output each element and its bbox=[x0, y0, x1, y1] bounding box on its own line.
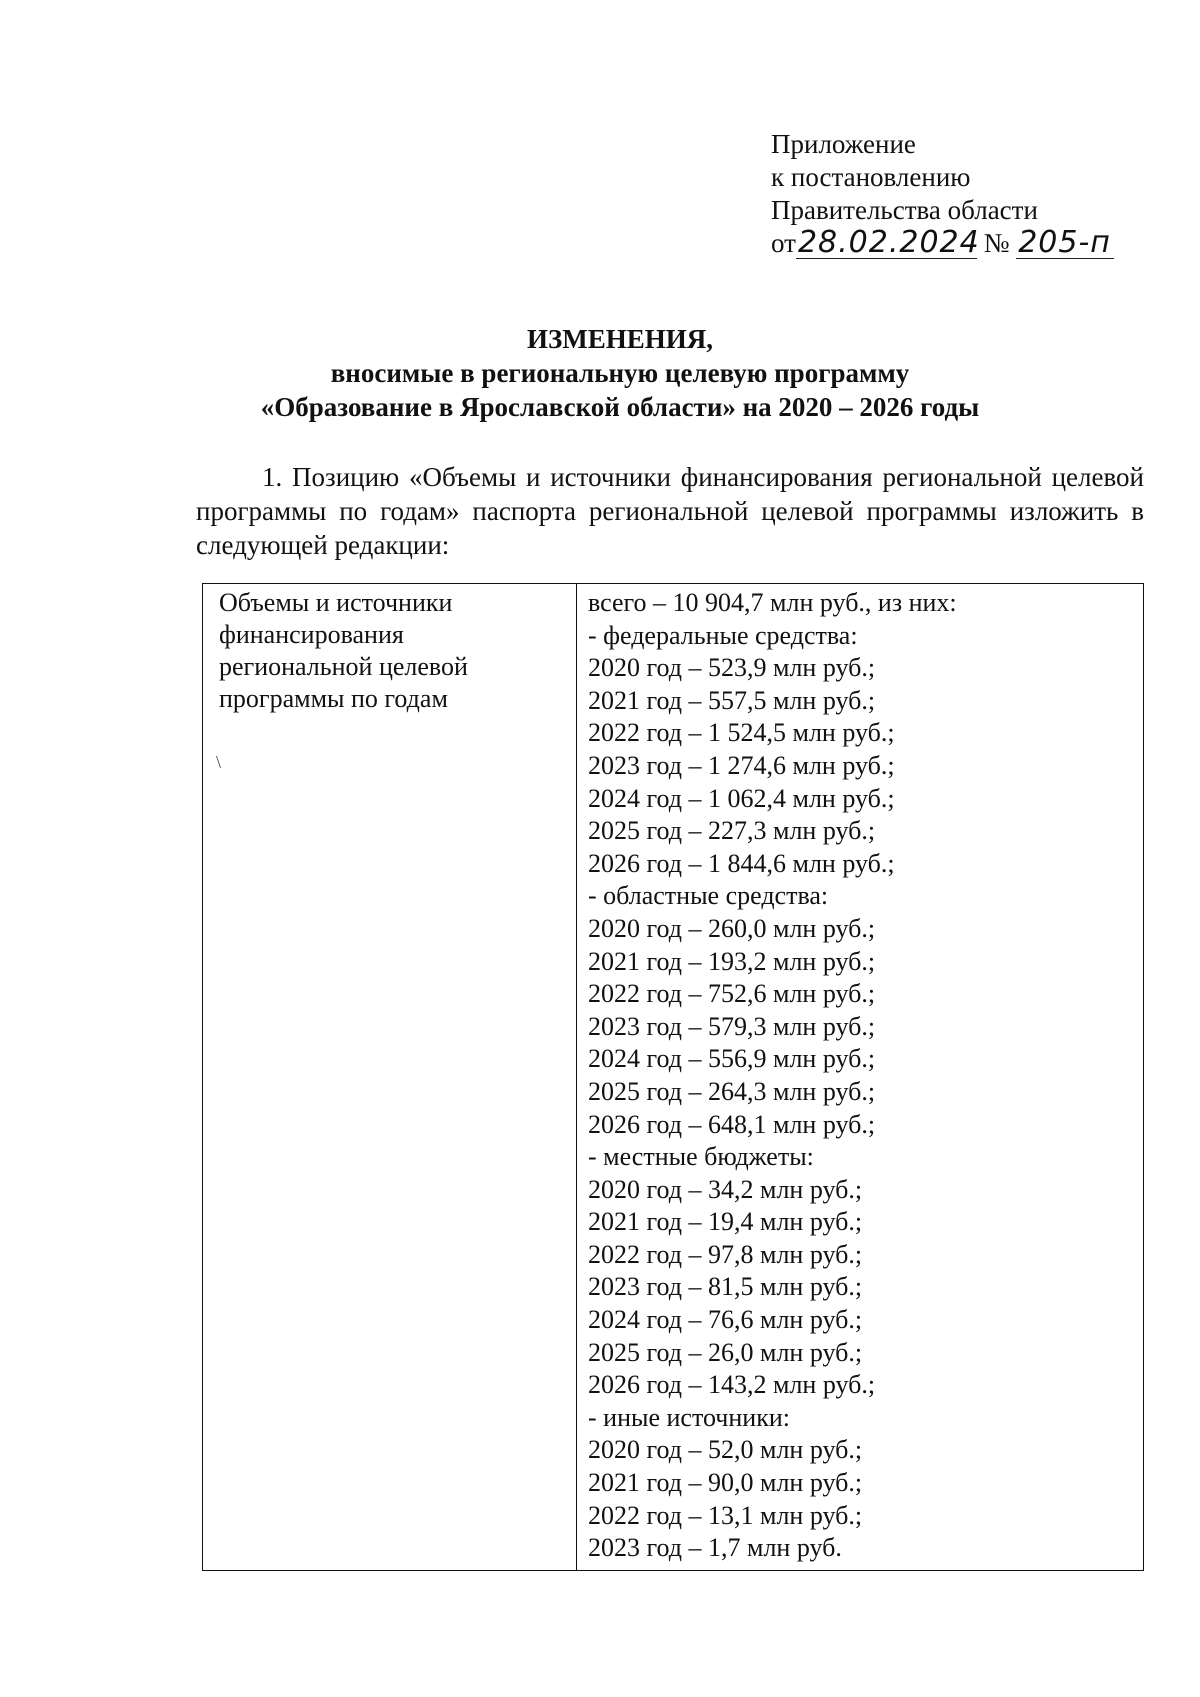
title-line-2: вносимые в региональную целевую программу bbox=[330, 358, 910, 388]
funding-line: - федеральные средства: bbox=[588, 620, 858, 650]
table-cell-label bbox=[219, 587, 559, 715]
approval-line-1: Приложение bbox=[771, 129, 916, 159]
stray-mark: \ bbox=[216, 752, 222, 772]
approval-line-2: к постановлению bbox=[771, 162, 971, 192]
approval-line-3: Правительства области bbox=[771, 195, 1038, 225]
funding-line: 2022 год – 752,6 млн руб.; bbox=[588, 979, 876, 1009]
approval-block bbox=[771, 128, 1114, 260]
funding-line: 2025 год – 227,3 млн руб.; bbox=[588, 816, 876, 846]
handwritten-number: 205-п bbox=[1016, 228, 1114, 259]
funding-line: 2022 год – 1 524,5 млн руб.; bbox=[588, 718, 895, 748]
funding-line: 2024 год – 556,9 млн руб.; bbox=[588, 1044, 876, 1074]
funding-table bbox=[202, 583, 1144, 1571]
funding-line: 2026 год – 1 844,6 млн руб.; bbox=[588, 848, 895, 878]
funding-line: 2023 год – 81,5 млн руб.; bbox=[588, 1272, 863, 1302]
document-title bbox=[120, 322, 1120, 424]
funding-line: 2026 год – 648,1 млн руб.; bbox=[588, 1109, 876, 1139]
label-line-3: региональной целевой bbox=[219, 652, 468, 681]
funding-line: - местные бюджеты: bbox=[588, 1142, 814, 1172]
funding-line: 2022 год – 13,1 млн руб.; bbox=[588, 1500, 863, 1530]
funding-line: 2025 год – 26,0 млн руб.; bbox=[588, 1337, 863, 1367]
label-line-2: финансирования bbox=[219, 620, 404, 649]
funding-line: 2021 год – 193,2 млн руб.; bbox=[588, 946, 876, 976]
funding-line: 2020 год – 260,0 млн руб.; bbox=[588, 913, 876, 943]
funding-line: - иные источники: bbox=[588, 1402, 790, 1432]
funding-line: 2021 год – 90,0 млн руб.; bbox=[588, 1468, 863, 1498]
date-prefix: от bbox=[771, 228, 796, 258]
title-line-3: «Образование в Ярославской области» на 2020 – 2026 годы bbox=[260, 392, 980, 422]
funding-line: 2024 год – 76,6 млн руб.; bbox=[588, 1305, 863, 1335]
funding-line: 2020 год – 34,2 млн руб.; bbox=[588, 1174, 863, 1204]
number-prefix: № bbox=[983, 228, 1010, 258]
funding-line: 2020 год – 523,9 млн руб.; bbox=[588, 653, 876, 683]
body-paragraph: 1. Позицию «Объемы и источники финансирования региональной целевой программы по годам» паспорта региональной целевой программы изложить в следующей редакции: bbox=[196, 462, 1144, 560]
table-cell-values bbox=[588, 587, 1128, 1565]
funding-line: 2023 год – 1 274,6 млн руб.; bbox=[588, 750, 895, 780]
funding-line: 2022 год – 97,8 млн руб.; bbox=[588, 1239, 863, 1269]
funding-line: 2021 год – 557,5 млн руб.; bbox=[588, 685, 876, 715]
approval-date-number-line bbox=[771, 227, 1114, 260]
funding-line: 2020 год – 52,0 млн руб.; bbox=[588, 1435, 863, 1465]
funding-line: 2023 год – 579,3 млн руб.; bbox=[588, 1011, 876, 1041]
handwritten-date: 28.02.2024 bbox=[797, 225, 980, 260]
column-divider bbox=[576, 584, 577, 1570]
funding-line: всего – 10 904,7 млн руб., из них: bbox=[588, 588, 957, 617]
label-line-4: программы по годам bbox=[219, 684, 448, 713]
funding-line: 2026 год – 143,2 млн руб.; bbox=[588, 1370, 876, 1400]
funding-line: 2021 год – 19,4 млн руб.; bbox=[588, 1207, 863, 1237]
funding-line: 2025 год – 264,3 млн руб.; bbox=[588, 1076, 876, 1106]
label-line-1: Объемы и источники bbox=[219, 588, 453, 617]
funding-line: 2024 год – 1 062,4 млн руб.; bbox=[588, 783, 895, 813]
title-line-1: ИЗМЕНЕНИЯ, bbox=[526, 324, 713, 354]
funding-line: - областные средства: bbox=[588, 881, 829, 911]
funding-line: 2023 год – 1,7 млн руб. bbox=[588, 1533, 842, 1563]
